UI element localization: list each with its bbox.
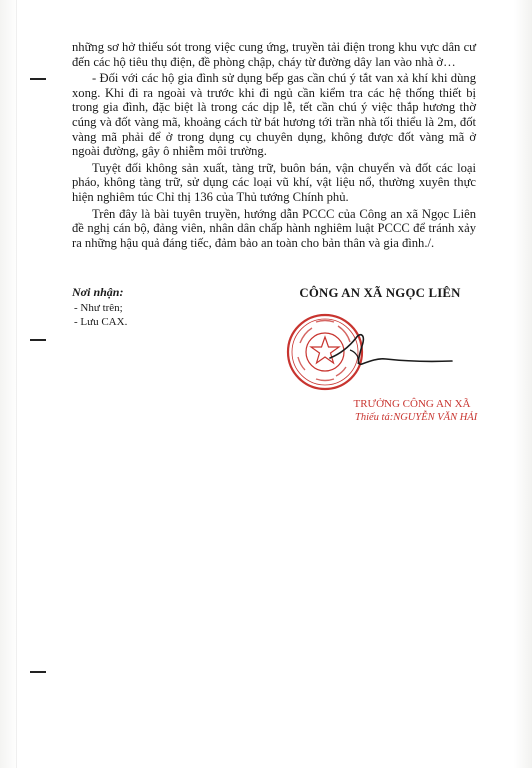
handwritten-signature: [326, 328, 456, 376]
recipient-item: - Lưu CAX.: [74, 316, 128, 328]
recipient-item: - Như trên;: [74, 302, 123, 314]
punch-mark: [30, 339, 46, 341]
body-paragraph: Tuyệt đối không sản xuất, tàng trữ, buôn bán, vận chuyển và đốt các loại pháo, không tàng trữ, sử dụng các loại vũ khí, vật liệu nổ, thường xuyên thực hiện nghiêm túc Chỉ thị 136 của Thủ tướng Chính phủ.: [72, 160, 476, 204]
signer-title: TRƯỞNG CÔNG AN XÃ: [353, 398, 471, 410]
body-paragraph: - Đối với các hộ gia đình sử dụng bếp gas cần chú ý tắt van xả khí khi dùng xong. Khi đi ra ngoài và trước khi đi ngủ cần kiểm tra các hệ thống thiết bị trong gia đình, đặc biệt là trong các dịp lễ, tết cần chú ý việc thắp hương thờ cúng và đốt vàng mã, khoảng cách từ bát hương tới trần nhà tối thiểu là 2m, đốt vàng mã phải để ở trong dụng cụ chuyên dụng, không được đốt vàng mã ở ngoài đường, gây ô nhiễm môi trường.: [72, 71, 476, 159]
body-text: [72, 40, 476, 250]
recipients-label: Nơi nhận:: [72, 285, 124, 299]
recipients-block: [72, 285, 222, 329]
organization-name: CÔNG AN XÃ NGỌC LIÊN: [299, 286, 461, 300]
body-paragraph: Trên đây là bài tuyên truyền, hướng dẫn PCCC của Công an xã Ngọc Liên đề nghị cán bộ, đảng viên, nhân dân chấp hành nghiêm luật PCCC để tránh xảy ra những hậu quả đáng tiếc, đảm bảo an toàn cho bản thân và gia đình./.: [72, 206, 476, 250]
signer-name: Thiếu tá:NGUYỄN VĂN HẢI: [355, 412, 478, 423]
punch-mark: [30, 78, 46, 80]
scan-edge: [16, 0, 17, 768]
punch-mark: [30, 671, 46, 673]
body-paragraph: những sơ hở thiếu sót trong việc cung ứng, truyền tải điện trong khu vực dân cư đến các hộ tiêu thụ điện, đề phòng chập, cháy từ đường dây lan vào nhà ở…: [72, 40, 476, 69]
